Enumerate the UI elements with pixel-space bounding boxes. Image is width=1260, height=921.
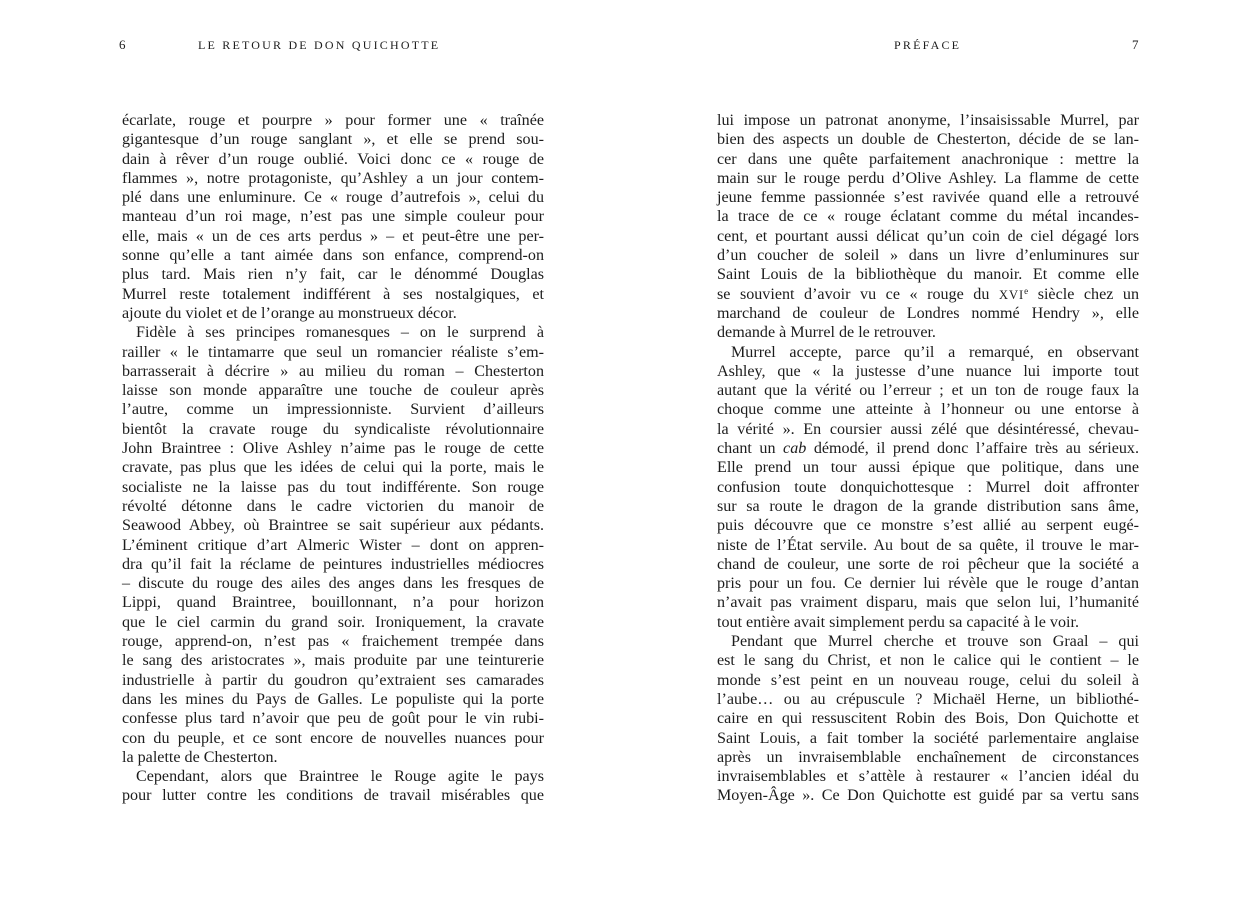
text-line: lui impose un patronat anonyme, l’insaisissable Murrel, par <box>717 112 1139 129</box>
text-line: la vérité ». En coursier aussi zélé que désintéressé, chevau- <box>717 420 1139 438</box>
text-line: Ashley, que « la justesse d’une nuance lui importe tout <box>717 362 1139 380</box>
text-fragment: XVI <box>998 287 1025 302</box>
text-line: choque comme une atteinte à l’honneur ou une entorse à <box>717 401 1139 419</box>
text-line: bien des aspects un double de Chesterton, décide de se lan- <box>717 131 1139 149</box>
text-line: Murrel accepte, parce qu’il a remarqué, en observant <box>731 343 1139 361</box>
text-line: L’éminent critique d’art Almeric Wister – dont on appren- <box>122 536 544 554</box>
text-line: est le sang du Christ, et non le calice qui le contient – le <box>717 652 1139 670</box>
text-fragment: cab <box>783 440 807 458</box>
text-line: après un invraisemblable enchaînement de circonstances <box>717 748 1139 766</box>
text-line: elle, mais « un de ces arts perdus » – et peut-être une per- <box>122 227 544 245</box>
text-line: confusion toute donquichottesque : Murrel doit affronter <box>717 478 1139 496</box>
body-text <box>122 111 544 806</box>
text-line: John Braintree : Olive Ashley n’aime pas le rouge de cette <box>122 440 544 458</box>
text-line: n’avait pas vraiment disparu, mais que selon lui, l’humanité <box>717 594 1139 612</box>
text-fragment: e <box>1024 285 1029 296</box>
text-line: chand de couleur, une sorte de roi pêcheur que la société a <box>717 555 1139 573</box>
text-line: invraisemblables et s’attèle à restaurer « l’ancien idéal du <box>717 768 1139 786</box>
text-line: plé dans une enluminure. Ce « rouge d’autrefois », celui du <box>122 189 544 207</box>
text-fragment: siècle chez un <box>1028 285 1139 303</box>
text-line: – discute du rouge des ailes des anges dans les fresques de <box>122 575 544 593</box>
text-line: Seawood Abbey, où Braintree se sait supérieur aux pédants. <box>122 517 544 535</box>
text-line: demande à Murrel de le retrouver. <box>717 324 936 342</box>
text-line: rouge, apprend-on, n’est pas « fraichement trempée dans <box>122 633 544 651</box>
text-line: la trace de ce « rouge éclatant comme du métal incandes- <box>717 208 1139 226</box>
text-line: laisse son monde apparaître une touche de couleur après <box>122 382 544 400</box>
text-line: main sur le rouge perdu d’Olive Ashley. La flamme de cette <box>717 169 1139 187</box>
text-line <box>717 439 1139 458</box>
text-line: Lippi, quand Braintree, bouillonnant, n’a pour horizon <box>122 594 544 612</box>
text-line: dans les mines du Pays de Galles. Le populiste qui la porte <box>122 690 544 708</box>
text-line: Saint Louis, a fait tomber la société parlementaire anglaise <box>717 729 1139 747</box>
text-line: Moyen-Âge ». Ce Don Quichotte est guidé par sa vertu sans <box>717 787 1139 805</box>
text-line: écarlate, rouge et pourpre » pour former une « traînée <box>122 112 544 129</box>
text-fragment: chant un <box>717 440 784 458</box>
text-line <box>717 285 1139 304</box>
text-line: d’un coucher de soleil » dans un livre d’enluminures sur <box>717 247 1139 265</box>
running-head: PRÉFACE <box>894 38 962 52</box>
text-line: l’aube… ou au crépuscule ? Michaël Herne, un bibliothé- <box>717 690 1139 708</box>
text-line: autant que la vérité ou l’erreur ; et un ton de rouge faux la <box>717 382 1139 400</box>
text-line: railler « le tintamarre que seul un romancier réaliste s’em- <box>122 343 544 361</box>
text-line: socialiste ne la laisse pas du tout indifférente. Son rouge <box>122 478 544 496</box>
body-text <box>717 111 1139 806</box>
text-line: pour lutter contre les conditions de travail misérables que <box>122 787 544 805</box>
page-number: 6 <box>119 37 126 52</box>
text-line: plus tard. Mais rien n’y fait, car le dénommé Douglas <box>122 266 544 284</box>
text-line: tout entière avait simplement perdu sa capacité à le voir. <box>717 613 1079 631</box>
text-line: puis découvre que ce monstre s’est allié au serpent eugé- <box>717 517 1139 535</box>
text-line: ajoute du violet et de l’orange au monstrueux décor. <box>122 304 457 322</box>
running-head: LE RETOUR DE DON QUICHOTTE <box>198 38 441 52</box>
right-page <box>630 0 1260 921</box>
text-line: industrielle à partir du goudron qu’extraient ses camarades <box>122 671 544 689</box>
text-line: caire en qui ressuscitent Robin des Bois, Don Quichotte et <box>717 710 1139 728</box>
text-line: Fidèle à ses principes romanesques – on le surprend à <box>136 324 544 342</box>
text-line: cer dans une quête parfaitement anachronique : mettre la <box>717 150 1139 168</box>
text-line: manteau d’un roi mage, n’est pas une simple couleur pour <box>122 208 544 226</box>
text-line: flammes », notre protagoniste, qu’Ashley a un jour contem- <box>122 169 544 187</box>
text-line: pris pour un fou. Ce dernier lui révèle que le rouge d’antan <box>717 575 1139 593</box>
text-line: que le ciel carmin du grand soir. Ironiquement, la cravate <box>122 613 544 631</box>
text-line: révolté détonne dans le cadre victorien du manoir de <box>122 497 544 515</box>
text-line: la palette de Chesterton. <box>122 748 278 766</box>
text-line: gigantesque d’un rouge sanglant », et elle se prend sou- <box>122 131 544 149</box>
text-fragment: démodé, il prend donc l’affaire très au sérieux. <box>806 440 1139 458</box>
text-fragment: se souvient d’avoir vu ce « rouge du <box>717 285 999 303</box>
text-line: niste de l’État servile. Au bout de sa quête, il trouve le mar- <box>717 536 1139 554</box>
text-line: Saint Louis de la bibliothèque du manoir. Et comme elle <box>717 266 1139 284</box>
text-line: l’autre, comme un impressionniste. Survient d’ailleurs <box>122 401 544 419</box>
text-line: cent, et pourtant aussi délicat qu’un coin de ciel dégagé lors <box>717 227 1139 245</box>
text-line: Elle prend un tour aussi épique que politique, dans une <box>717 459 1139 477</box>
text-line: cravate, pas plus que les idées de celui qui la porte, mais le <box>122 459 544 477</box>
text-line: con du peuple, et ce sont encore de nouvelles nuances pour <box>122 729 544 747</box>
text-line: marchand de couleur de Londres nommé Hendry », elle <box>717 304 1139 322</box>
text-line: Murrel reste totalement indifférent à ses nostalgiques, et <box>122 285 544 303</box>
text-line: Cependant, alors que Braintree le Rouge agite le pays <box>136 768 544 786</box>
text-line: bientôt la cravate rouge du syndicaliste révolutionnaire <box>122 420 544 438</box>
text-line: sonne qu’elle a tant aimée dans son enfance, comprend-on <box>122 247 544 265</box>
page-number: 7 <box>1132 37 1139 52</box>
text-line: barrasserait à décrire » au milieu du roman – Chesterton <box>122 362 544 380</box>
text-line: sur sa route le dragon de la grande distribution sans âme, <box>717 497 1139 515</box>
text-line: jeune femme passionnée s’est ravivée quand elle a retrouvé <box>717 189 1139 207</box>
text-line: dain à rêver d’un rouge oublié. Voici donc ce « rouge de <box>122 150 544 168</box>
text-line: le sang des aristocrates », mais produite par une teinturerie <box>122 652 544 670</box>
text-line: monde s’est peint en un nouveau rouge, celui du soleil à <box>717 671 1139 689</box>
text-line: confesse plus tard n’avoir que peu de goût pour le vin rubi- <box>122 710 544 728</box>
text-line: dra qu’il fait la réclame de peintures industrielles médiocres <box>122 555 544 573</box>
text-line: Pendant que Murrel cherche et trouve son Graal – qui <box>731 633 1139 651</box>
